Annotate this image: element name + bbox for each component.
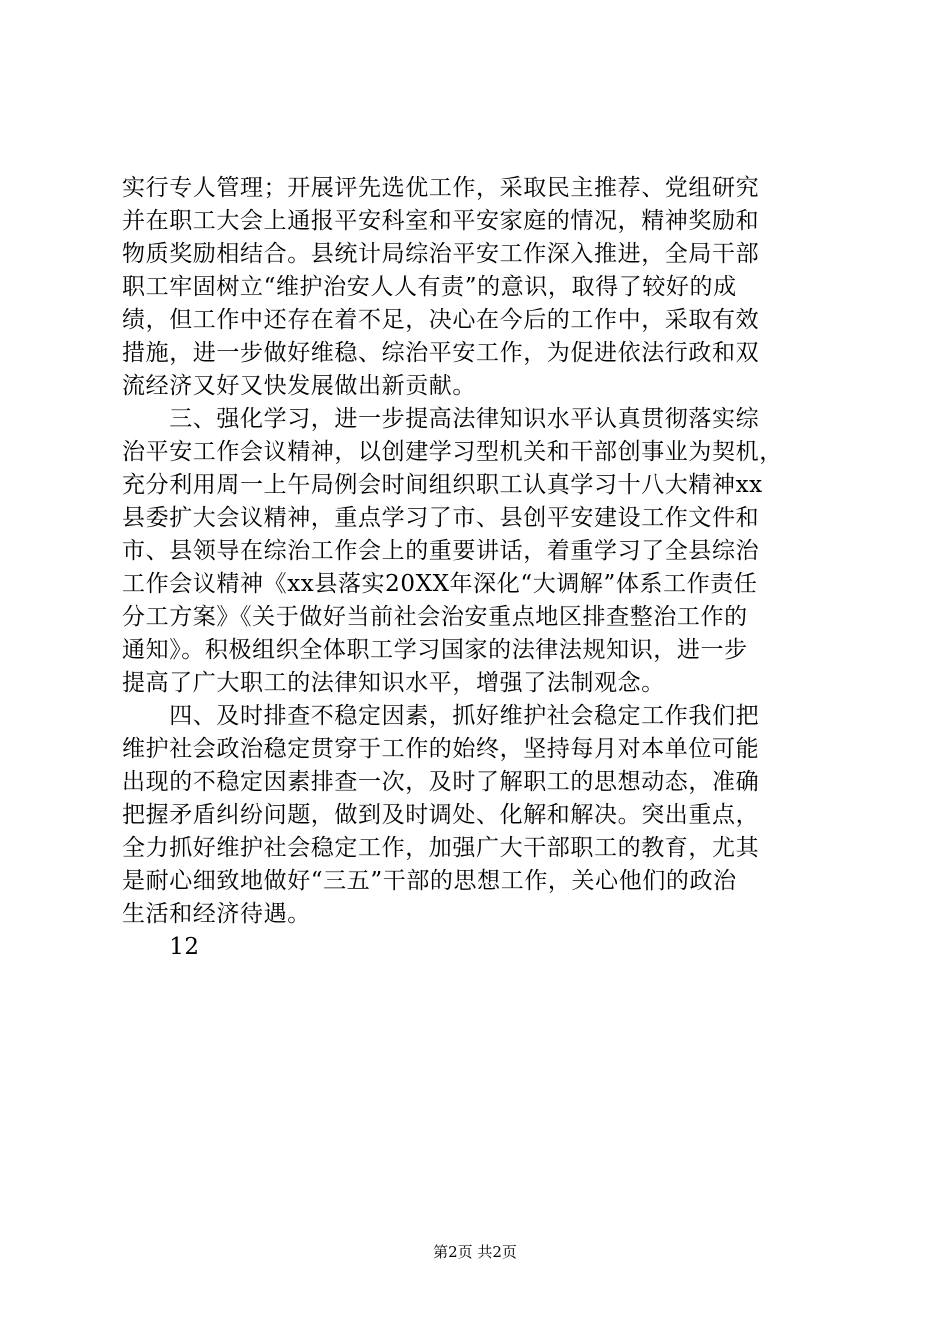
section-four-heading-line: 四、及时排查不稳定因素，抓好维护社会稳定工作我们把 xyxy=(122,703,760,729)
text-line: 充分利用周一上午局例会时间组织职工认真学习十八大精神xx xyxy=(122,472,763,498)
text-line: 实行专人管理；开展评先选优工作，采取民主推荐、党组研究 xyxy=(122,175,760,201)
text-line: 全力抓好维护社会稳定工作，加强广大干部职工的教育，尤其 xyxy=(122,835,760,861)
text-line: 是耐心细致地做好“三五”干部的思想工作，关心他们的政治 xyxy=(122,868,737,894)
text-line: 出现的不稳定因素排查一次，及时了解职工的思想动态，准确 xyxy=(122,769,760,795)
text-line: 把握矛盾纠纷问题，做到及时调处、化解和解决。突出重点， xyxy=(122,802,760,828)
text-line: 治平安工作会议精神，以创建学习型机关和干部创事业为契机， xyxy=(122,439,783,465)
text-line: 职工牢固树立“维护治安人人有责”的意识，取得了较好的成 xyxy=(122,274,737,300)
trailing-number-line: 12 xyxy=(122,934,200,960)
text-line: 维护社会政治稳定贯穿于工作的始终，坚持每月对本单位可能 xyxy=(122,736,760,762)
text-line: 物质奖励相结合。县统计局综治平安工作深入推进，全局干部 xyxy=(122,241,760,267)
text-line: 措施，进一步做好维稳、综治平安工作，为促进依法行政和双 xyxy=(122,340,760,366)
page-footer xyxy=(0,1242,950,1262)
text-line: 绩，但工作中还存在着不足，决心在今后的工作中，采取有效 xyxy=(122,307,760,333)
text-line: 市、县领导在综治工作会上的重要讲话，着重学习了全县综治 xyxy=(122,538,760,564)
section-three-heading-line: 三、强化学习，进一步提高法律知识水平认真贯彻落实综 xyxy=(122,406,760,432)
text-line: 流经济又好又快发展做出新贡献。 xyxy=(122,373,476,399)
text-line: 分工方案》《关于做好当前社会治安重点地区排查整治工作的 xyxy=(122,604,748,630)
text-line: 工作会议精神《xx县落实20XX年深化“大调解”体系工作责任 xyxy=(122,571,758,597)
text-line: 通知》。积极组织全体职工学习国家的法律法规知识，进一步 xyxy=(122,637,748,663)
text-line: 提高了广大职工的法律知识水平，增强了法制观念。 xyxy=(122,670,665,696)
page-number-label: 第2页 共2页 xyxy=(433,1243,517,1261)
text-line: 县委扩大会议精神，重点学习了市、县创平安建设工作文件和 xyxy=(122,505,760,531)
text-line: 生活和经济待遇。 xyxy=(122,901,311,927)
text-line: 并在职工大会上通报平安科室和平安家庭的情况，精神奖励和 xyxy=(122,208,760,234)
document-body xyxy=(122,172,834,964)
